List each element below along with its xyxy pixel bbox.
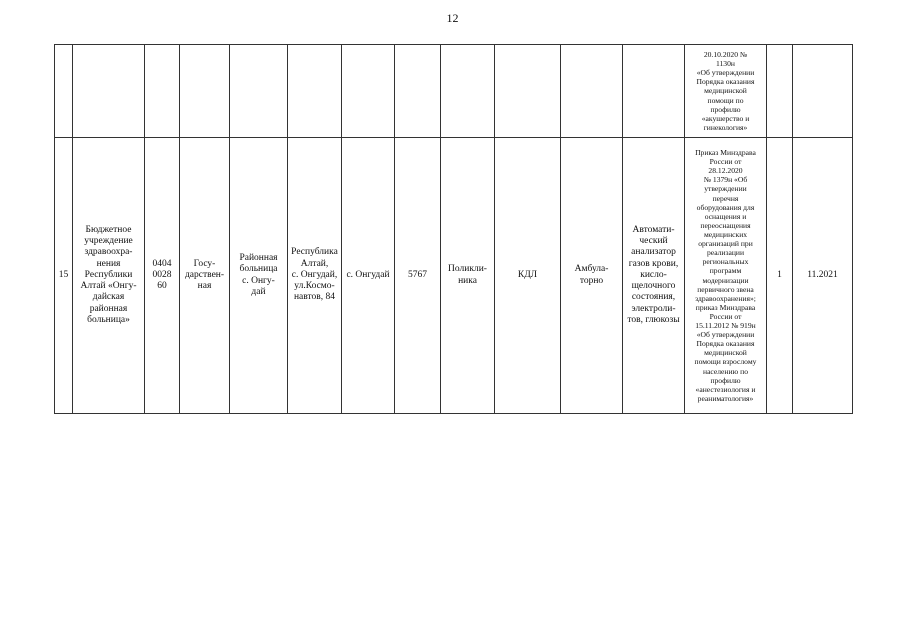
cell-equipment: Автомати- ческий анализатор газов крови, кисло- щелочного состояния, электроли- тов, глюкозы [623,138,685,414]
cell-locality [342,45,395,138]
cell-quantity: 1 [767,138,793,414]
cell-unit [441,45,495,138]
equipment-table [54,44,853,414]
cell-population: 5767 [395,138,441,414]
cell-date [793,45,853,138]
cell-department [495,45,561,138]
cell-ownership: Госу- дарствен- ная [180,138,230,414]
cell-care-form [561,45,623,138]
cell-organization: Бюджетное учреждение здравоохра- нения Республики Алтай «Онгу- дайская районная больница» [73,138,145,414]
cell-locality: с. Онгудай [342,138,395,414]
cell-code [145,45,180,138]
table-row [55,45,853,138]
cell-number: 15 [55,138,73,414]
cell-regulation: Приказ Минздрава России от 28.12.2020 № 1379н «Об утверждении перечня оборудования для оснащения и переоснащения медицинских организаций при реализации региональных программ модернизации первичного звена здравоохранения»; приказ Минздрава России от 15.11.2012 № 919н «Об утверждении Порядка оказания медицинской помощи взрослому населению по профилю «анестезиология и реаниматология» [685,138,767,414]
page-number: 12 [446,11,459,25]
cell-care-form: Амбула- торно [561,138,623,414]
cell-address [288,45,342,138]
cell-regulation: 20.10.2020 № 1130н «Об утверждении Порядка оказания медицинской помощи по профилю «акушерство и гинекология» [685,45,767,138]
cell-code: 0404 0028 60 [145,138,180,414]
cell-date: 11.2021 [793,138,853,414]
table-row [55,138,853,414]
cell-organization [73,45,145,138]
cell-facility [230,45,288,138]
cell-department: КДЛ [495,138,561,414]
cell-ownership [180,45,230,138]
cell-equipment [623,45,685,138]
cell-number [55,45,73,138]
cell-address: Республика Алтай, с. Онгудай, ул.Космо- навтов, 84 [288,138,342,414]
cell-quantity [767,45,793,138]
cell-unit: Поликли- ника [441,138,495,414]
cell-population [395,45,441,138]
cell-facility: Районная больница с. Онгу- дай [230,138,288,414]
